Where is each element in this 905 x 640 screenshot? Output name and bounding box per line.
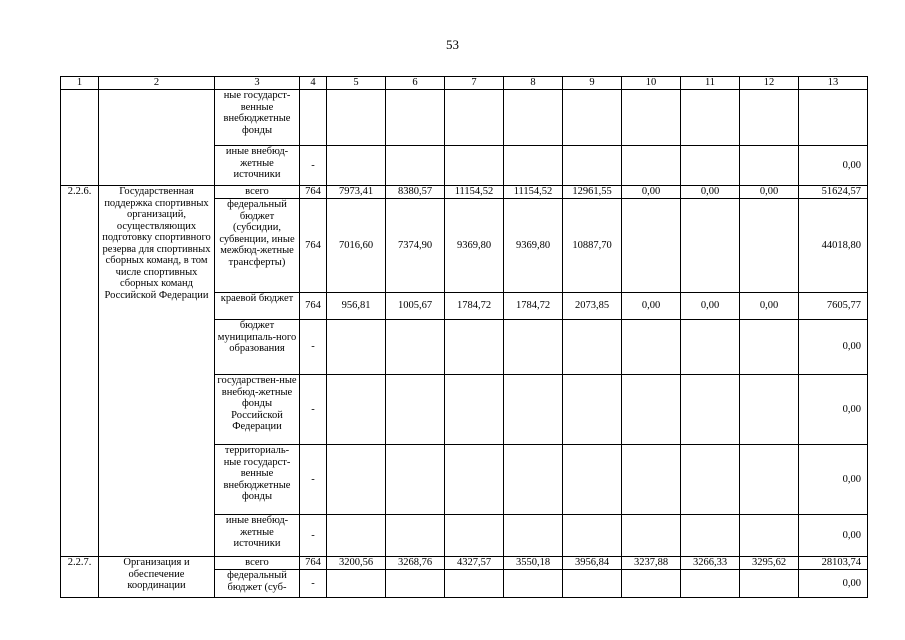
value-cell: 4327,57	[445, 557, 504, 570]
funding-source-cell: федеральный бюджет (субсидии, субвенции, иные межбюд-жетные трансферты)	[215, 199, 300, 293]
value-cell	[386, 445, 445, 515]
column-header: 6	[386, 77, 445, 90]
value-cell	[622, 90, 681, 146]
value-cell: 1005,67	[386, 293, 445, 320]
row-number-cell: 2.2.6.	[61, 186, 99, 557]
value-cell	[563, 570, 622, 598]
total-cell	[799, 90, 868, 146]
total-cell: 0,00	[799, 375, 868, 445]
value-cell	[327, 375, 386, 445]
column-header: 12	[740, 77, 799, 90]
code-cell: -	[300, 146, 327, 186]
value-cell	[563, 90, 622, 146]
value-cell	[445, 570, 504, 598]
code-cell: -	[300, 570, 327, 598]
value-cell	[445, 320, 504, 375]
total-cell: 7605,77	[799, 293, 868, 320]
value-cell	[681, 320, 740, 375]
code-cell: -	[300, 320, 327, 375]
value-cell: 3268,76	[386, 557, 445, 570]
value-cell	[622, 445, 681, 515]
value-cell: 12961,55	[563, 186, 622, 199]
value-cell	[563, 146, 622, 186]
value-cell	[386, 570, 445, 598]
value-cell	[504, 570, 563, 598]
value-cell: 2073,85	[563, 293, 622, 320]
value-cell	[327, 90, 386, 146]
value-cell	[563, 375, 622, 445]
column-header: 9	[563, 77, 622, 90]
total-cell: 51624,57	[799, 186, 868, 199]
column-header-row	[61, 77, 868, 90]
value-cell	[622, 570, 681, 598]
table-row	[61, 186, 868, 199]
value-cell	[445, 445, 504, 515]
funding-source-cell: ные государст-венные внебюджетные фонды	[215, 90, 300, 146]
value-cell: 7374,90	[386, 199, 445, 293]
value-cell	[740, 570, 799, 598]
value-cell: 3550,18	[504, 557, 563, 570]
total-cell: 44018,80	[799, 199, 868, 293]
value-cell: 956,81	[327, 293, 386, 320]
total-cell: 0,00	[799, 445, 868, 515]
value-cell	[386, 320, 445, 375]
value-cell	[681, 375, 740, 445]
value-cell	[563, 445, 622, 515]
value-cell: 3266,33	[681, 557, 740, 570]
table-row	[61, 557, 868, 570]
value-cell	[504, 320, 563, 375]
value-cell	[445, 146, 504, 186]
value-cell	[504, 90, 563, 146]
column-header: 4	[300, 77, 327, 90]
value-cell	[681, 90, 740, 146]
value-cell	[445, 515, 504, 557]
column-header: 13	[799, 77, 868, 90]
value-cell	[681, 570, 740, 598]
budget-table	[60, 76, 868, 598]
funding-source-cell: территориаль-ные государст-венные внебюджетные фонды	[215, 445, 300, 515]
value-cell	[327, 146, 386, 186]
funding-source-cell: федеральный бюджет (суб-	[215, 570, 300, 598]
value-cell	[445, 90, 504, 146]
value-cell	[622, 320, 681, 375]
value-cell: 10887,70	[563, 199, 622, 293]
total-cell: 0,00	[799, 320, 868, 375]
value-cell	[386, 515, 445, 557]
funding-source-cell: иные внебюд-жетные источники	[215, 515, 300, 557]
code-cell: -	[300, 515, 327, 557]
value-cell	[622, 375, 681, 445]
value-cell	[504, 146, 563, 186]
column-header: 7	[445, 77, 504, 90]
value-cell	[563, 320, 622, 375]
value-cell: 3295,62	[740, 557, 799, 570]
value-cell	[504, 515, 563, 557]
row-number-cell: 2.2.7.	[61, 557, 99, 598]
page-number: 53	[446, 37, 459, 52]
activity-name-cell: Государственная поддержка спортивных организаций, осуществляющих подготовку спортивного резерва для спортивных сборных команд, в том числе спортивных сборных команд Российской Федерации	[99, 186, 215, 557]
table-row	[61, 90, 868, 146]
value-cell	[504, 445, 563, 515]
value-cell	[740, 375, 799, 445]
column-header: 1	[61, 77, 99, 90]
total-cell: 28103,74	[799, 557, 868, 570]
value-cell	[386, 375, 445, 445]
total-cell: 0,00	[799, 515, 868, 557]
value-cell: 3200,56	[327, 557, 386, 570]
column-header: 3	[215, 77, 300, 90]
value-cell: 9369,80	[445, 199, 504, 293]
value-cell	[386, 90, 445, 146]
value-cell	[504, 375, 563, 445]
total-cell: 0,00	[799, 146, 868, 186]
value-cell: 0,00	[622, 293, 681, 320]
value-cell	[740, 515, 799, 557]
value-cell: 0,00	[622, 186, 681, 199]
funding-source-cell: краевой бюджет	[215, 293, 300, 320]
value-cell: 8380,57	[386, 186, 445, 199]
total-cell: 0,00	[799, 570, 868, 598]
funding-source-cell: государствен-ные внебюд-жетные фонды Российской Федерации	[215, 375, 300, 445]
code-cell: -	[300, 445, 327, 515]
value-cell: 1784,72	[504, 293, 563, 320]
value-cell: 0,00	[740, 186, 799, 199]
column-header: 11	[681, 77, 740, 90]
value-cell	[681, 445, 740, 515]
value-cell	[327, 320, 386, 375]
column-header: 2	[99, 77, 215, 90]
value-cell	[740, 199, 799, 293]
value-cell: 11154,52	[445, 186, 504, 199]
value-cell: 11154,52	[504, 186, 563, 199]
funding-source-cell: бюджет муниципаль-ного образования	[215, 320, 300, 375]
row-number-cell	[61, 90, 99, 186]
value-cell: 7016,60	[327, 199, 386, 293]
value-cell	[622, 515, 681, 557]
code-cell: 764	[300, 199, 327, 293]
value-cell	[327, 570, 386, 598]
value-cell: 7973,41	[327, 186, 386, 199]
funding-source-cell: иные внебюд-жетные источники	[215, 146, 300, 186]
value-cell	[681, 146, 740, 186]
funding-source-cell: всего	[215, 557, 300, 570]
code-cell: -	[300, 375, 327, 445]
activity-name-cell: Организация и обеспечение координации	[99, 557, 215, 598]
value-cell: 1784,72	[445, 293, 504, 320]
value-cell	[622, 146, 681, 186]
value-cell	[740, 320, 799, 375]
value-cell	[563, 515, 622, 557]
value-cell	[327, 515, 386, 557]
value-cell	[681, 515, 740, 557]
column-header: 8	[504, 77, 563, 90]
column-header: 10	[622, 77, 681, 90]
funding-source-cell: всего	[215, 186, 300, 199]
value-cell: 0,00	[681, 186, 740, 199]
code-cell: 764	[300, 557, 327, 570]
value-cell	[681, 199, 740, 293]
code-cell: 764	[300, 293, 327, 320]
activity-name-cell	[99, 90, 215, 186]
value-cell	[740, 445, 799, 515]
value-cell: 3956,84	[563, 557, 622, 570]
value-cell	[327, 445, 386, 515]
value-cell	[740, 90, 799, 146]
column-header: 5	[327, 77, 386, 90]
value-cell: 0,00	[740, 293, 799, 320]
value-cell	[386, 146, 445, 186]
value-cell: 3237,88	[622, 557, 681, 570]
value-cell	[740, 146, 799, 186]
code-cell	[300, 90, 327, 146]
code-cell: 764	[300, 186, 327, 199]
value-cell	[445, 375, 504, 445]
value-cell: 0,00	[681, 293, 740, 320]
value-cell	[622, 199, 681, 293]
value-cell: 9369,80	[504, 199, 563, 293]
